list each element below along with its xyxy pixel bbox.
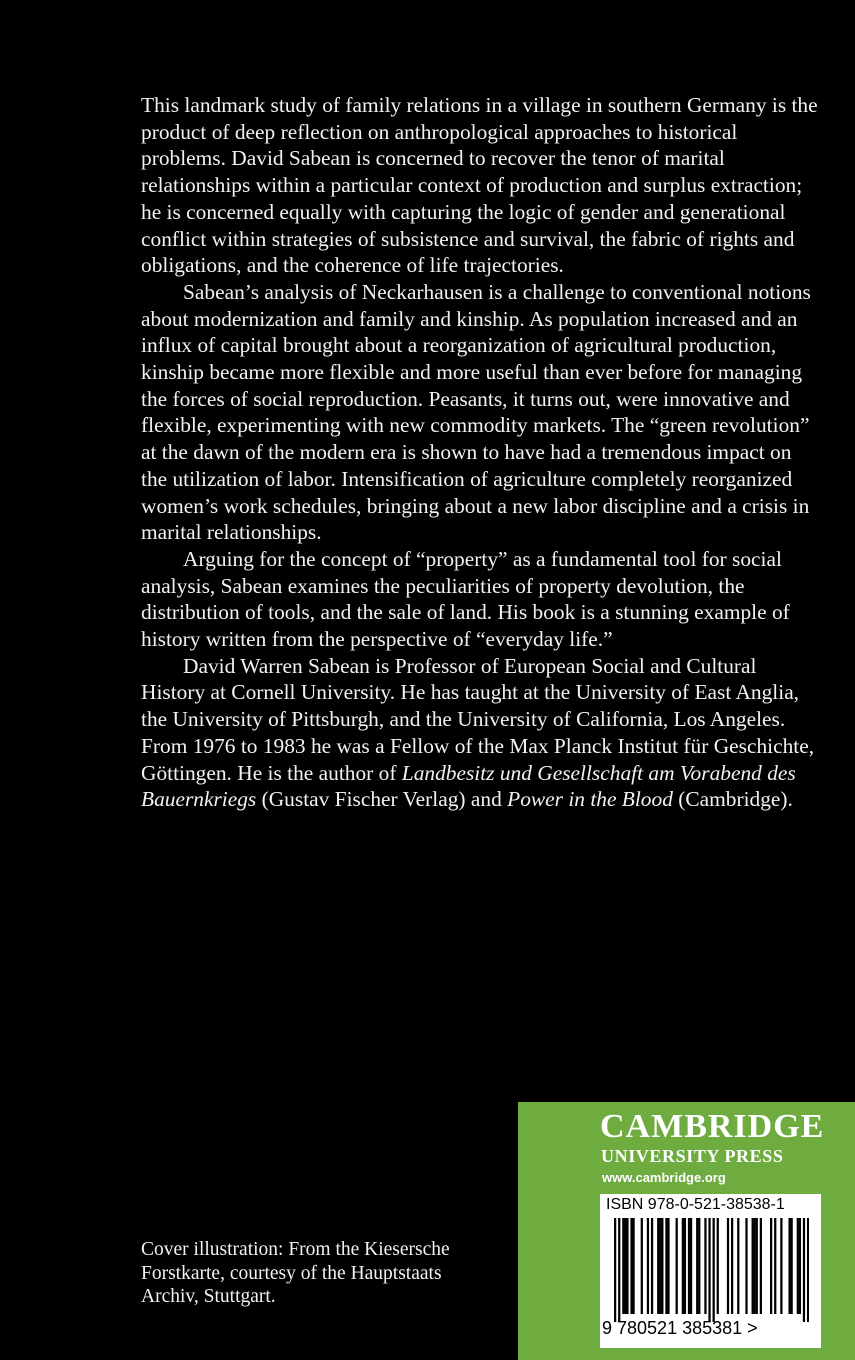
- isbn-label: ISBN 978-0-521-38538-1: [606, 1196, 785, 1213]
- barcode-bar: [799, 1218, 801, 1314]
- barcode-bar: [624, 1218, 626, 1314]
- barcode-bar: [754, 1218, 756, 1314]
- barcode-bar: [807, 1218, 809, 1322]
- barcode-bar: [756, 1218, 758, 1314]
- barcode-bar: [696, 1218, 698, 1314]
- barcode-bar: [622, 1218, 624, 1314]
- barcode-bar: [682, 1218, 684, 1314]
- barcode-bar: [626, 1218, 628, 1314]
- publisher-url: www.cambridge.org: [602, 1170, 726, 1185]
- barcode-bar: [630, 1218, 632, 1314]
- barcode-bar: [752, 1218, 754, 1314]
- book-title-landbesitz: Landbesitz und Gesellschaft am Vorabend des Bauernkriegs: [141, 760, 796, 812]
- barcode-bar: [717, 1218, 719, 1314]
- bio-text-2: (Gustav Fischer Verlag) and: [256, 787, 508, 812]
- barcode-bar: [684, 1218, 686, 1314]
- barcode-bar: [737, 1218, 739, 1314]
- barcode-bar: [788, 1218, 790, 1314]
- barcode-icon: [614, 1218, 809, 1322]
- barcode-bar: [690, 1218, 692, 1314]
- blurb-text: [141, 92, 821, 813]
- barcode-bar: [618, 1218, 620, 1322]
- publisher-name: CAMBRIDGE: [600, 1108, 825, 1145]
- barcode-bar: [651, 1218, 653, 1314]
- barcode-bar: [727, 1218, 729, 1314]
- barcode-bar: [797, 1218, 799, 1314]
- barcode-bar: [632, 1218, 634, 1314]
- barcode-bar: [774, 1218, 776, 1314]
- barcode-bar: [704, 1218, 706, 1314]
- barcode-bar: [791, 1218, 793, 1314]
- barcode-bar: [614, 1218, 616, 1322]
- barcode-bar: [780, 1218, 782, 1314]
- book-title-power-in-the-blood: Power in the Blood: [507, 787, 673, 812]
- barcode-bar: [760, 1218, 762, 1314]
- barcode-digits: 9 780521 385381 >: [602, 1318, 758, 1338]
- author-bio: [141, 653, 821, 813]
- barcode-box: [600, 1194, 821, 1348]
- bio-text-1: David Warren Sabean is Professor of European Social and Cultural History at Cornell University. He has taught at the University of East Anglia, the University of Pittsburgh, and the University of California, Los Angeles. From 1976 to 1983 he was a Fellow of the Max Planck Institut für Geschichte, Göttingen. He is the author of: [141, 653, 820, 785]
- barcode-bar: [688, 1218, 690, 1314]
- barcode-bar: [803, 1218, 805, 1322]
- barcode-bar: [745, 1218, 747, 1314]
- publisher-subtitle: UNIVERSITY PRESS: [601, 1146, 784, 1166]
- barcode-bar: [770, 1218, 772, 1314]
- barcode-bar: [713, 1218, 715, 1322]
- barcode-bar: [657, 1218, 659, 1314]
- blurb-paragraph-3: Arguing for the concept of “property” as a fundamental tool for social analysis, Sabean examines the peculiarities of property devolution, the distribution of tools, and the sale of land. His book is a stunning example of history written from the perspective of “everyday life.”: [141, 546, 790, 652]
- barcode-bar: [708, 1218, 710, 1322]
- barcode-bar: [665, 1218, 667, 1314]
- barcode-bar: [731, 1218, 733, 1314]
- barcode-bar: [698, 1218, 700, 1314]
- barcode-bar: [661, 1218, 663, 1314]
- barcode-bar: [667, 1218, 669, 1314]
- barcode-bar: [659, 1218, 661, 1314]
- blurb-paragraph-1: This landmark study of family relations in a village in southern Germany is the product of deep reflection on anthropological approaches to historical problems. David Sabean is concerned to recover the tenor of marital relationships within a particular context of production and surplus extraction; he is concerned equally with capturing the logic of gender and generational conflict within strategies of subsistence and survival, the fabric of rights and obligations, and the coherence of life trajectories.: [141, 93, 818, 278]
- cover-illustration-credit: Cover illustration: From the Kiesersche Forstkarte, courtesy of the Hauptstaats Archiv, Stuttgart.: [141, 1239, 450, 1307]
- barcode-bar: [641, 1218, 643, 1314]
- bio-text-3: (Cambridge).: [672, 787, 793, 812]
- barcode-bar: [647, 1218, 649, 1314]
- publisher-panel: [518, 1102, 855, 1360]
- barcode-bar: [676, 1218, 678, 1314]
- blurb-paragraph-2: Sabean’s analysis of Neckarhausen is a challenge to conventional notions about modernization and family and kinship. As population increased and an influx of capital brought about a reorganization of agricultural production, kinship became more flexible and more useful than ever before for managing the forces of social reproduction. Peasants, it turns out, were innovative and flexible, experimenting with new commodity markets. The “green revolution” at the dawn of the modern era is shown to have had a tremendous impact on the utilization of labor. Intensification of agriculture completely reorganized women’s work schedules, bringing about a new labor discipline and a crisis in marital relationships.: [141, 279, 811, 545]
